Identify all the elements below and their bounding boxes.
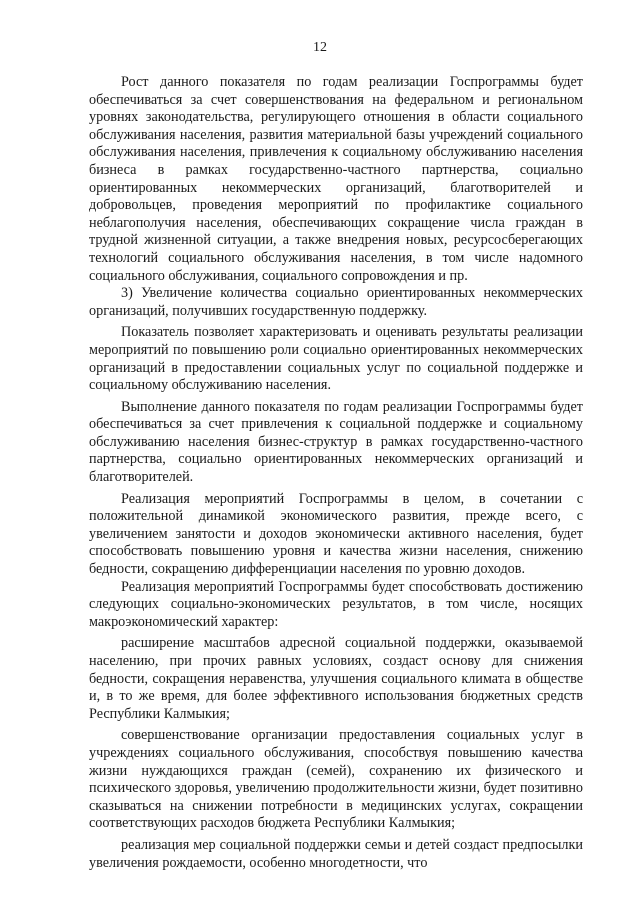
paragraph: Реализация мероприятий Госпрограммы будет способствовать достижению следующих социально-экономических результатов, в том числе, носящих макроэкономический характер: (89, 578, 583, 630)
paragraph: Рост данного показателя по годам реализации Госпрограммы будет обеспечиваться за счет совершенствования на федеральном и региональном уровнях законодательства, регулирующего отношения в области социального обслуживания населения, развития материальной базы учреждений социального обслуживания населения, привлечения к социальному обслуживанию населения бизнеса в рамках государственно-частного партнерства, социально ориентированных некоммерческих организаций, благотворителей и добровольцев, проведения мероприятий по профилактике социального неблагополучия населения, обеспечивающих сокращение числа граждан в трудной жизненной ситуации, а также внедрения новых, ресурсосберегающих технологий социального обслуживания населения, в том числе надомного социального обслуживания, социального сопровождения и пр. (89, 74, 583, 284)
paragraph: совершенствование организации предоставления социальных услуг в учреждениях социального обслуживания, способствуя повышению качества жизни нуждающихся граждан (семей), сохранению их физического и психического здоровья, увеличению продолжительности жизни, будет позитивно сказываться на снижении потребности в медицинских услугах, сокращении соответствующих расходов бюджета Республики Калмыкия; (89, 727, 583, 832)
page-number: 12 (313, 40, 327, 55)
paragraph: 3) Увеличение количества социально ориентированных некоммерческих организаций, получивших государственную поддержку. (89, 285, 583, 319)
paragraph: реализация мер социальной поддержки семьи и детей создаст предпосылки увеличения рождаемости, особенно многодетности, что (89, 836, 583, 871)
paragraph: Реализация мероприятий Госпрограммы в целом, в сочетании с положительной динамикой экономического развития, прежде всего, с увеличением занятости и доходов экономически активного населения, будет способствовать повышению уровня и качества жизни населения, снижению бедности, сокращению дифференциации населения по уровню доходов. (89, 490, 583, 578)
paragraph: расширение масштабов адресной социальной поддержки, оказываемой населению, при прочих равных условиях, создаст основу для снижения бедности, сокращения неравенства, улучшения социального климата в обществе и, в то же время, для более эффективного использования бюджетных средств Республики Калмыкия; (89, 635, 583, 722)
body-text (89, 74, 583, 872)
paragraph: Показатель позволяет характеризовать и оценивать результаты реализации мероприятий по повышению роли социально ориентированных некоммерческих организаций в предоставлении социальных услуг по социальной поддержке и социальному обслуживанию населения. (89, 324, 583, 394)
paragraph: Выполнение данного показателя по годам реализации Госпрограммы будет обеспечиваться за счет привлечения к социальной поддержке и социальному обслуживанию населения бизнес-структур в рамках государственно-частного партнерства, социально ориентированных некоммерческих организаций и благотворителей. (89, 398, 583, 486)
